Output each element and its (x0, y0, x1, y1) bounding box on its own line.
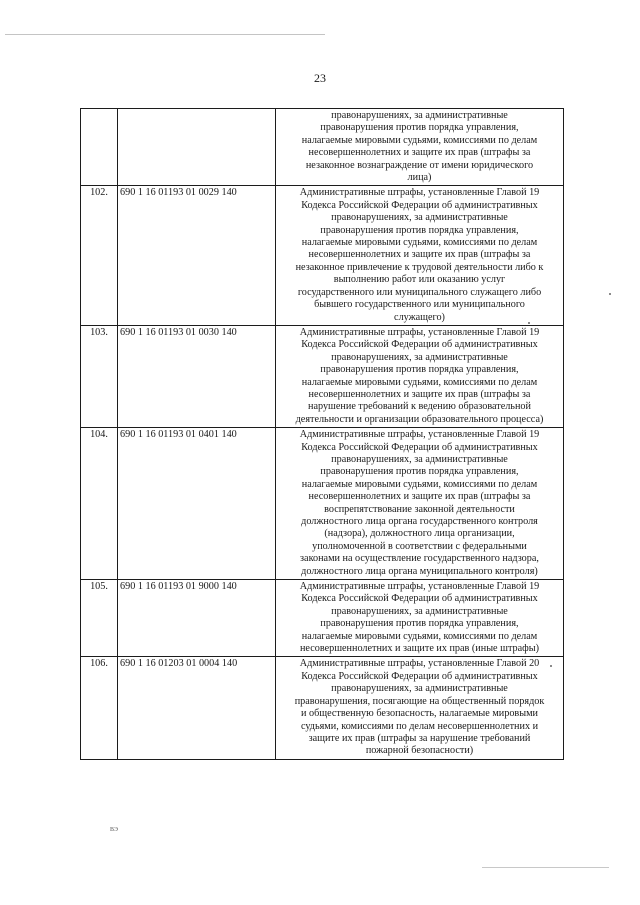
budget-code: 690 1 16 01193 01 0029 140 (118, 186, 276, 325)
description (276, 186, 564, 325)
description-line: Административные штрафы, установленные Главой 20 (299, 658, 540, 670)
description-line: государственного или муниципального служащего либо (297, 286, 542, 298)
description (276, 325, 564, 427)
table-row (81, 109, 564, 186)
description-line: налагаемые мировыми судьями, комиссиями по делам (301, 237, 538, 249)
description-line: Административные штрафы, установленные Главой 19 (299, 581, 540, 593)
description-line: правонарушения против порядка управления, (320, 122, 519, 134)
row-number: 104. (81, 428, 118, 580)
description-line: воспрепятствование законной деятельности (324, 503, 515, 515)
description-line: нарушение требований к ведению образовательной (308, 401, 531, 413)
page-number: 23 (314, 71, 326, 85)
description-line: служащего) (394, 311, 445, 323)
description-line: правонарушениях, за административные (331, 212, 508, 224)
description-line: Административные штрафы, установленные Главой 19 (299, 326, 540, 338)
description (276, 580, 564, 657)
budget-code: 690 1 16 01203 01 0004 140 (118, 657, 276, 759)
description-line: (надзора), должностного лица организации, (324, 528, 515, 540)
budget-code: 690 1 16 01193 01 9000 140 (118, 580, 276, 657)
description-line: налагаемые мировыми судьями, комиссиями по делам (301, 630, 538, 642)
description-line: Кодекса Российской Федерации об административных (301, 670, 538, 682)
row-number: 106. (81, 657, 118, 759)
description-line: и общественную безопасность, налагаемые мировыми (301, 708, 538, 720)
table-row (81, 657, 564, 759)
description-line: правонарушениях, за административные (331, 110, 508, 121)
table-row (81, 186, 564, 325)
description-line: пожарной безопасности) (365, 745, 474, 757)
row-number: 102. (81, 186, 118, 325)
scan-speck (609, 293, 611, 295)
description-line: защите их прав (штрафы за нарушение требований (308, 732, 531, 744)
footer-mark: ВЭ (110, 827, 118, 833)
description-line: Кодекса Российской Федерации об административных (301, 339, 538, 351)
description-line: бывшего государственного или муниципального (314, 299, 525, 311)
description-line: Кодекса Российской Федерации об административных (301, 199, 538, 211)
description-line: правонарушения против порядка управления, (320, 618, 519, 630)
description-line: несовершеннолетних и защите их прав (иные штрафы) (299, 643, 539, 655)
description (276, 109, 564, 186)
description-line: правонарушения, посягающие на общественный порядок (294, 695, 545, 707)
budget-code: 690 1 16 01193 01 0030 140 (118, 325, 276, 427)
budget-codes-table (80, 108, 564, 760)
description-line: налагаемые мировыми судьями, комиссиями по делам (301, 134, 538, 146)
description-line: уполномоченной в соответствии с федеральными (312, 540, 527, 552)
description-line: несовершеннолетних и защите их прав (штрафы за (308, 147, 531, 159)
header-rule (5, 34, 325, 35)
description-line: правонарушениях, за административные (331, 453, 508, 465)
description (276, 428, 564, 580)
footer-rule (482, 867, 609, 868)
description-line: несовершеннолетних и защите их прав (штрафы за (308, 491, 531, 503)
description-line: Административные штрафы, установленные Главой 19 (299, 429, 540, 441)
description-line: незаконное вознаграждение от имени юридического (305, 159, 534, 171)
table-row (81, 428, 564, 580)
description-line: налагаемые мировыми судьями, комиссиями по делам (301, 376, 538, 388)
description-line: Административные штрафы, установленные Главой 19 (299, 187, 540, 199)
description-line: правонарушениях, за административные (331, 605, 508, 617)
description (276, 657, 564, 759)
description-line: Кодекса Российской Федерации об административных (301, 593, 538, 605)
description-line: должностного лица органа государственного контроля (301, 516, 538, 527)
scan-speck (528, 322, 530, 324)
row-number (81, 109, 118, 186)
description-line: законами на осуществление государственного надзора, (300, 553, 539, 565)
table-body (81, 109, 564, 760)
budget-code: 690 1 16 01193 01 0401 140 (118, 428, 276, 580)
description-line: судьями, комиссиями по делам несовершеннолетних и (300, 720, 539, 732)
description-line: налагаемые мировыми судьями, комиссиями по делам (301, 478, 538, 490)
description-line: лица) (407, 172, 432, 184)
scan-speck (550, 665, 552, 667)
description-line: правонарушениях, за административные (331, 351, 508, 363)
table-row (81, 580, 564, 657)
description-line: деятельности и организации образовательного процесса) (295, 413, 544, 425)
budget-code (118, 109, 276, 186)
row-number: 105. (81, 580, 118, 657)
description-line: правонарушениях, за административные (331, 683, 508, 695)
description-line: несовершеннолетних и защите их прав (штрафы за (308, 249, 531, 261)
description-line: Кодекса Российской Федерации об административных (301, 441, 538, 453)
table-row (81, 325, 564, 427)
row-number: 103. (81, 325, 118, 427)
description-line: правонарушения против порядка управления, (320, 364, 519, 376)
description-line: выполнению работ или оказанию услуг (333, 274, 506, 286)
description-line: должностного лица органа муниципального контроля) (301, 565, 538, 577)
description-line: несовершеннолетних и защите их прав (штрафы за (308, 388, 531, 400)
description-line: правонарушения против порядка управления, (320, 466, 519, 478)
description-line: правонарушения против порядка управления, (320, 224, 519, 236)
description-line: незаконное привлечение к трудовой деятельности либо к (295, 261, 544, 273)
